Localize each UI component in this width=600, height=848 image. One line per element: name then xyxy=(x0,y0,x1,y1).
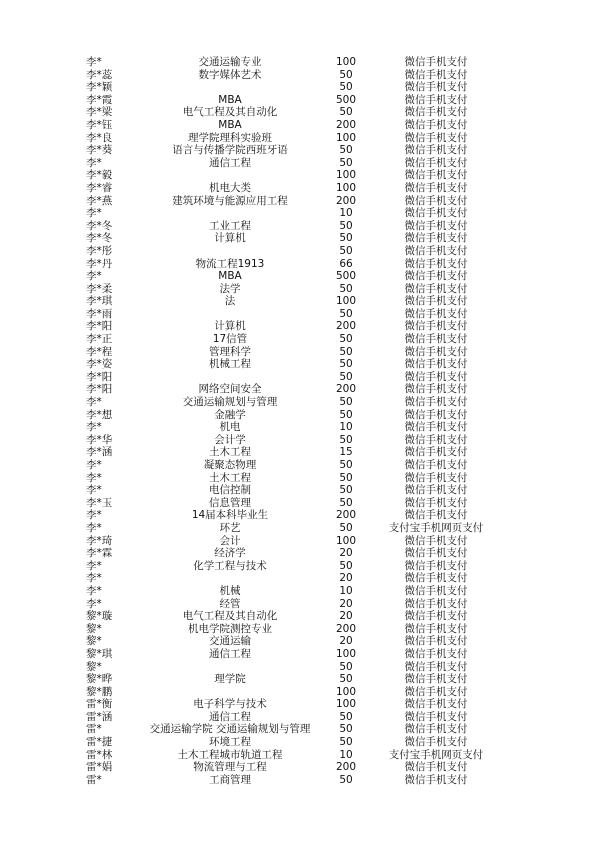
payment-method: 微信手机支付 xyxy=(404,219,468,232)
table-row xyxy=(0,774,600,787)
donor-major: 交通运输专业 xyxy=(198,56,262,68)
donor-major: 通信工程 xyxy=(209,156,251,169)
table-row xyxy=(0,106,600,119)
donor-major: 网络空间安全 xyxy=(198,383,262,396)
donor-major: 机电 xyxy=(219,421,241,434)
table-row xyxy=(0,81,600,94)
payment-method: 微信手机支付 xyxy=(404,207,468,220)
payment-method: 微信手机支付 xyxy=(404,622,468,635)
donor-major: MBA xyxy=(218,93,242,106)
table-row xyxy=(0,472,600,485)
payment-method: 微信手机支付 xyxy=(404,370,468,383)
donor-name: 雷* xyxy=(86,773,102,786)
donor-major: 会计 xyxy=(219,534,241,547)
table-row xyxy=(0,761,600,774)
donor-name: 李* xyxy=(86,421,102,434)
donor-major: 通信工程 xyxy=(209,647,251,660)
donor-major: 环艺 xyxy=(219,521,241,534)
table-row xyxy=(0,69,600,82)
table-row xyxy=(0,560,600,573)
donation-amount: 100 xyxy=(335,698,357,711)
donation-amount: 50 xyxy=(339,81,353,94)
donor-name: 李* xyxy=(86,484,102,497)
donor-name: 李* xyxy=(86,56,102,68)
donation-amount: 50 xyxy=(339,396,353,409)
donation-amount: 200 xyxy=(335,383,357,396)
donor-major: 机械 xyxy=(219,584,241,597)
donation-amount: 10 xyxy=(339,207,353,220)
table-row xyxy=(0,220,600,233)
donation-amount: 200 xyxy=(335,509,357,522)
donor-name: 李*良 xyxy=(86,131,113,144)
payment-method: 微信手机支付 xyxy=(404,56,468,68)
donor-name: 李*燕 xyxy=(86,194,113,207)
payment-method: 微信手机支付 xyxy=(404,358,468,371)
payment-method: 微信手机支付 xyxy=(404,584,468,597)
donation-amount: 50 xyxy=(339,333,353,346)
donation-amount: 50 xyxy=(339,232,353,245)
donor-major: 土木工程城市轨道工程 xyxy=(177,748,283,761)
donor-major: 交通运输学院 交通运输规划与管理 xyxy=(149,723,311,736)
donation-amount: 50 xyxy=(339,345,353,358)
payment-method: 微信手机支付 xyxy=(404,723,468,736)
table-row xyxy=(0,723,600,736)
table-row xyxy=(0,119,600,132)
payment-method: 微信手机支付 xyxy=(404,81,468,94)
donor-name: 雷*涵 xyxy=(86,710,113,723)
table-row xyxy=(0,421,600,434)
donation-table xyxy=(0,56,600,786)
donation-amount: 100 xyxy=(335,534,357,547)
payment-method: 微信手机支付 xyxy=(404,295,468,308)
donation-amount: 100 xyxy=(335,131,357,144)
donation-amount: 100 xyxy=(335,647,357,660)
payment-method: 微信手机支付 xyxy=(404,270,468,283)
donation-amount: 200 xyxy=(335,622,357,635)
payment-method: 微信手机支付 xyxy=(404,345,468,358)
table-row xyxy=(0,232,600,245)
payment-method: 微信手机支付 xyxy=(404,509,468,522)
payment-method: 微信手机支付 xyxy=(404,408,468,421)
donor-major: 经管 xyxy=(219,597,241,610)
donation-amount: 500 xyxy=(335,93,357,106)
donor-major: 法学 xyxy=(219,282,241,295)
payment-method: 微信手机支付 xyxy=(404,446,468,459)
table-row xyxy=(0,258,600,271)
donor-name: 李*雨 xyxy=(86,307,113,320)
donation-amount: 20 xyxy=(339,635,353,648)
donation-amount: 50 xyxy=(339,521,353,534)
donor-name: 李* xyxy=(86,459,102,471)
donor-major: 物流工程1913 xyxy=(195,257,265,270)
donor-name: 李* xyxy=(86,471,102,484)
payment-method: 微信手机支付 xyxy=(404,421,468,434)
donor-name: 黎*璇 xyxy=(86,610,113,623)
donor-major: 17信管 xyxy=(212,333,248,346)
donor-name: 李*涵 xyxy=(86,446,113,459)
payment-method: 微信手机支付 xyxy=(404,572,468,585)
donor-name: 黎* xyxy=(86,635,102,648)
payment-method: 微信手机支付 xyxy=(404,559,468,572)
table-row xyxy=(0,484,600,497)
payment-method: 微信手机支付 xyxy=(404,673,468,686)
donor-name: 李*睿 xyxy=(86,181,113,194)
table-row xyxy=(0,144,600,157)
table-row xyxy=(0,333,600,346)
payment-method: 微信手机支付 xyxy=(404,282,468,295)
donor-name: 李* xyxy=(86,156,102,169)
table-row xyxy=(0,320,600,333)
donation-amount: 50 xyxy=(339,673,353,686)
donor-name: 李* xyxy=(86,572,102,585)
payment-method: 微信手机支付 xyxy=(404,244,468,257)
donor-major: 工商管理 xyxy=(209,773,251,786)
payment-method: 微信手机支付 xyxy=(404,232,468,245)
donor-name: 李*正 xyxy=(86,333,113,346)
donor-name: 李* xyxy=(86,396,102,409)
donation-amount: 20 xyxy=(339,572,353,585)
table-row xyxy=(0,295,600,308)
donor-major: 土木工程 xyxy=(209,471,251,484)
donor-major: 工业工程 xyxy=(209,219,251,232)
donor-name: 黎*琪 xyxy=(86,647,113,660)
donor-major: 管理科学 xyxy=(209,345,251,358)
donor-name: 李*霞 xyxy=(86,93,113,106)
donor-major: 机械工程 xyxy=(209,358,251,371)
donation-amount: 50 xyxy=(339,736,353,749)
table-row xyxy=(0,572,600,585)
payment-method: 微信手机支付 xyxy=(404,383,468,396)
donation-amount: 50 xyxy=(339,219,353,232)
donor-name: 雷*娟 xyxy=(86,761,113,774)
donation-amount: 50 xyxy=(339,358,353,371)
payment-method: 微信手机支付 xyxy=(404,610,468,623)
donor-major: 物流管理与工程 xyxy=(193,761,267,774)
donor-name: 李*冬 xyxy=(86,219,113,232)
table-row xyxy=(0,270,600,283)
donor-major: 环境工程 xyxy=(209,736,251,749)
donation-amount: 15 xyxy=(339,446,353,459)
donor-name: 李* xyxy=(86,207,102,220)
donation-amount: 50 xyxy=(339,408,353,421)
donation-amount: 50 xyxy=(339,484,353,497)
payment-method: 微信手机支付 xyxy=(404,685,468,698)
donor-name: 李*葵 xyxy=(86,144,113,157)
donor-name: 李*琪 xyxy=(86,295,113,308)
donor-name: 李* xyxy=(86,270,102,283)
table-row xyxy=(0,509,600,522)
payment-method: 微信手机支付 xyxy=(404,597,468,610)
table-row xyxy=(0,56,600,69)
table-row xyxy=(0,283,600,296)
donor-major: 化学工程与技术 xyxy=(193,559,267,572)
payment-method: 微信手机支付 xyxy=(404,635,468,648)
table-row xyxy=(0,346,600,359)
donor-name: 雷* xyxy=(86,723,102,736)
payment-method: 微信手机支付 xyxy=(404,647,468,660)
payment-method: 微信手机支付 xyxy=(404,484,468,497)
table-row xyxy=(0,585,600,598)
donor-major: 理学院 xyxy=(214,673,246,686)
donor-major: 计算机 xyxy=(214,320,246,333)
donor-major: 交通运输规划与管理 xyxy=(182,396,278,409)
donor-major: 会计学 xyxy=(214,433,246,446)
donation-amount: 100 xyxy=(335,685,357,698)
donor-name: 黎*晔 xyxy=(86,673,113,686)
donor-major: 电信控制 xyxy=(209,484,251,497)
donation-amount: 50 xyxy=(339,307,353,320)
payment-method: 微信手机支付 xyxy=(404,459,468,471)
donation-amount: 100 xyxy=(335,169,357,182)
donor-major: 凝聚态物理 xyxy=(203,459,257,471)
donor-name: 李*冬 xyxy=(86,232,113,245)
payment-method: 微信手机支付 xyxy=(404,307,468,320)
donation-amount: 50 xyxy=(339,496,353,509)
table-row xyxy=(0,522,600,535)
payment-method: 微信手机支付 xyxy=(404,156,468,169)
donation-amount: 100 xyxy=(335,56,357,68)
payment-method: 微信手机支付 xyxy=(404,773,468,786)
donation-amount: 200 xyxy=(335,761,357,774)
donation-amount: 50 xyxy=(339,773,353,786)
donor-name: 李* xyxy=(86,509,102,522)
donation-amount: 50 xyxy=(339,106,353,119)
donation-amount: 50 xyxy=(339,723,353,736)
donation-amount: 10 xyxy=(339,584,353,597)
donor-name: 李*彤 xyxy=(86,244,113,257)
donation-amount: 100 xyxy=(335,181,357,194)
donor-name: 李* xyxy=(86,559,102,572)
table-row xyxy=(0,308,600,321)
table-row xyxy=(0,749,600,762)
donor-major: 法 xyxy=(224,295,236,308)
donor-name: 李*程 xyxy=(86,345,113,358)
payment-method: 支付宝手机网页支付 xyxy=(388,748,484,761)
payment-method: 微信手机支付 xyxy=(404,710,468,723)
payment-method: 微信手机支付 xyxy=(404,68,468,81)
payment-method: 微信手机支付 xyxy=(404,534,468,547)
table-row xyxy=(0,207,600,220)
table-row xyxy=(0,661,600,674)
payment-method: 微信手机支付 xyxy=(404,547,468,560)
donor-major: 电气工程及其自动化 xyxy=(182,610,278,623)
donor-major: 机电大类 xyxy=(209,181,251,194)
donor-name: 李*想 xyxy=(86,408,113,421)
donation-amount: 50 xyxy=(339,144,353,157)
donation-amount: 50 xyxy=(339,459,353,471)
table-row xyxy=(0,132,600,145)
donation-amount: 200 xyxy=(335,118,357,131)
donor-name: 李*霖 xyxy=(86,547,113,560)
table-row xyxy=(0,698,600,711)
donation-amount: 50 xyxy=(339,244,353,257)
donor-major: 金融学 xyxy=(214,408,246,421)
donor-name: 李*阳 xyxy=(86,383,113,396)
payment-method: 微信手机支付 xyxy=(404,396,468,409)
donor-major: 理学院理科实验班 xyxy=(188,131,272,144)
donor-name: 李*蕊 xyxy=(86,68,113,81)
donation-amount: 50 xyxy=(339,370,353,383)
donor-name: 李*阳 xyxy=(86,370,113,383)
payment-method: 微信手机支付 xyxy=(404,169,468,182)
table-row xyxy=(0,673,600,686)
payment-method: 微信手机支付 xyxy=(404,93,468,106)
payment-method: 微信手机支付 xyxy=(404,194,468,207)
payment-method: 微信手机支付 xyxy=(404,496,468,509)
table-row xyxy=(0,434,600,447)
donor-major: 信息管理 xyxy=(209,496,251,509)
payment-method: 微信手机支付 xyxy=(404,257,468,270)
table-row xyxy=(0,358,600,371)
donation-amount: 10 xyxy=(339,748,353,761)
donor-name: 李*毅 xyxy=(86,169,113,182)
donor-name: 李*琦 xyxy=(86,534,113,547)
payment-method: 微信手机支付 xyxy=(404,660,468,673)
donation-amount: 20 xyxy=(339,610,353,623)
donor-name: 黎*鹏 xyxy=(86,685,113,698)
donor-major: 计算机 xyxy=(214,232,246,245)
donor-major: MBA xyxy=(218,270,242,283)
donor-major: 语言与传播学院西班牙语 xyxy=(172,144,288,157)
donor-major: 14届本科毕业生 xyxy=(191,509,269,522)
donor-major: 通信工程 xyxy=(209,710,251,723)
table-row xyxy=(0,610,600,623)
table-row xyxy=(0,371,600,384)
donor-major: 土木工程 xyxy=(209,446,251,459)
table-row xyxy=(0,245,600,258)
donor-name: 雷*林 xyxy=(86,748,113,761)
donation-amount: 50 xyxy=(339,68,353,81)
payment-method: 支付宝手机网页支付 xyxy=(388,521,484,534)
donation-amount: 50 xyxy=(339,660,353,673)
donation-amount: 10 xyxy=(339,421,353,434)
donor-name: 李*柔 xyxy=(86,282,113,295)
payment-method: 微信手机支付 xyxy=(404,698,468,711)
donor-name: 黎* xyxy=(86,660,102,673)
donor-name: 李*华 xyxy=(86,433,113,446)
donation-amount: 20 xyxy=(339,547,353,560)
table-row xyxy=(0,383,600,396)
payment-method: 微信手机支付 xyxy=(404,433,468,446)
payment-method: 微信手机支付 xyxy=(404,144,468,157)
table-row xyxy=(0,736,600,749)
donor-major: MBA xyxy=(218,118,242,131)
table-row xyxy=(0,711,600,724)
donor-major: 电气工程及其自动化 xyxy=(182,106,278,119)
donation-amount: 500 xyxy=(335,270,357,283)
donor-name: 李*玉 xyxy=(86,496,113,509)
payment-method: 微信手机支付 xyxy=(404,761,468,774)
table-row xyxy=(0,547,600,560)
table-row xyxy=(0,195,600,208)
table-row xyxy=(0,497,600,510)
donor-name: 黎* xyxy=(86,622,102,635)
table-row xyxy=(0,169,600,182)
donation-amount: 200 xyxy=(335,194,357,207)
table-row xyxy=(0,182,600,195)
table-row xyxy=(0,94,600,107)
donor-name: 李*姿 xyxy=(86,358,113,371)
donor-name: 李*梁 xyxy=(86,106,113,119)
payment-method: 微信手机支付 xyxy=(404,736,468,749)
donor-name: 李*颖 xyxy=(86,81,113,94)
donor-major: 电子科学与技术 xyxy=(193,698,267,711)
donor-name: 李*钰 xyxy=(86,118,113,131)
donor-name: 李* xyxy=(86,521,102,534)
donor-name: 李* xyxy=(86,584,102,597)
table-row xyxy=(0,459,600,472)
donor-name: 雷*捷 xyxy=(86,736,113,749)
table-row xyxy=(0,396,600,409)
donation-amount: 200 xyxy=(335,320,357,333)
table-row xyxy=(0,598,600,611)
table-row xyxy=(0,157,600,170)
donor-major: 经济学 xyxy=(214,547,246,560)
payment-method: 微信手机支付 xyxy=(404,333,468,346)
donation-amount: 50 xyxy=(339,282,353,295)
donation-amount: 50 xyxy=(339,156,353,169)
donation-amount: 50 xyxy=(339,471,353,484)
table-row xyxy=(0,623,600,636)
payment-method: 微信手机支付 xyxy=(404,118,468,131)
table-row xyxy=(0,535,600,548)
payment-method: 微信手机支付 xyxy=(404,131,468,144)
payment-method: 微信手机支付 xyxy=(404,181,468,194)
donation-amount: 66 xyxy=(339,257,353,270)
table-row xyxy=(0,648,600,661)
donor-major: 数字媒体艺术 xyxy=(198,68,262,81)
donor-major: 交通运输 xyxy=(209,635,251,648)
donation-amount: 50 xyxy=(339,433,353,446)
donor-name: 李* xyxy=(86,597,102,610)
donor-name: 雷*衡 xyxy=(86,698,113,711)
table-row xyxy=(0,446,600,459)
table-row xyxy=(0,686,600,699)
donor-name: 李*阳 xyxy=(86,320,113,333)
donor-major: 机电学院测控专业 xyxy=(188,622,272,635)
donor-major: 建筑环境与能源应用工程 xyxy=(172,194,288,207)
donor-name: 李*丹 xyxy=(86,257,113,270)
donation-amount: 20 xyxy=(339,597,353,610)
payment-method: 微信手机支付 xyxy=(404,106,468,119)
table-row xyxy=(0,635,600,648)
payment-method: 微信手机支付 xyxy=(404,320,468,333)
donation-amount: 50 xyxy=(339,559,353,572)
payment-method: 微信手机支付 xyxy=(404,471,468,484)
table-row xyxy=(0,409,600,422)
donation-amount: 100 xyxy=(335,295,357,308)
donation-amount: 50 xyxy=(339,710,353,723)
